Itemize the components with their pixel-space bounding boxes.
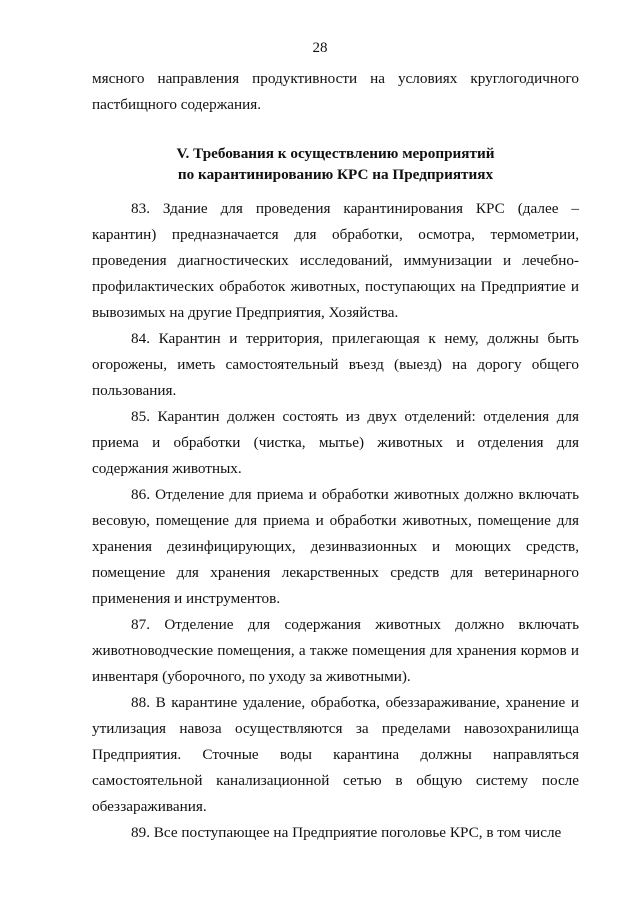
paragraph-85: 85. Карантин должен состоять из двух отделений: отделения для приема и обработки (чистка, мытье) животных и отделения для содержания животных. [92, 408, 579, 477]
paragraph-84: 84. Карантин и территория, прилегающая к нему, должны быть огорожены, иметь самостоятельный въезд (выезд) на дорогу общего пользования. [92, 330, 579, 399]
section-heading [92, 143, 579, 185]
page-number: 28 [312, 40, 328, 56]
section-heading-line-1: V. Требования к осуществлению мероприятий [176, 145, 495, 162]
paragraph-83: 83. Здание для проведения карантинирования КРС (далее – карантин) предназначается для обработки, осмотра, термометрии, проведения диагностических исследований, иммунизации и лечебно-профилактических обработок животных, поступающих на Предприятие и вывозимых на другие Предприятия, Хозяйства. [92, 200, 579, 321]
paragraph-87: 87. Отделение для содержания животных должно включать животноводческие помещения, а также помещения для хранения кормов и инвентаря (уборочного, по уходу за животными). [92, 616, 579, 685]
section-heading-line-2: по карантинированию КРС на Предприятиях [177, 166, 494, 183]
paragraph-89: 89. Все поступающее на Предприятие поголовье КРС, в том числе [131, 824, 562, 841]
paragraph-86: 86. Отделение для приема и обработки животных должно включать весовую, помещение для приема и обработки животных, помещение для хранения дезинфицирующих, дезинвазионных и моющих средств, помещение для хранения лекарственных средств для ветеринарного применения и инструментов. [92, 486, 579, 607]
paragraph-88: 88. В карантине удаление, обработка, обеззараживание, хранение и утилизация навоза осуществляются за пределами навозохранилища Предприятия. Сточные воды карантина должны направляться самостоятельной канализационной сетью в общую систему после обеззараживания. [92, 694, 579, 815]
intro-paragraph: мясного направления продуктивности на условиях круглогодичного пастбищного содержания. [92, 70, 579, 113]
section-body [92, 196, 579, 846]
